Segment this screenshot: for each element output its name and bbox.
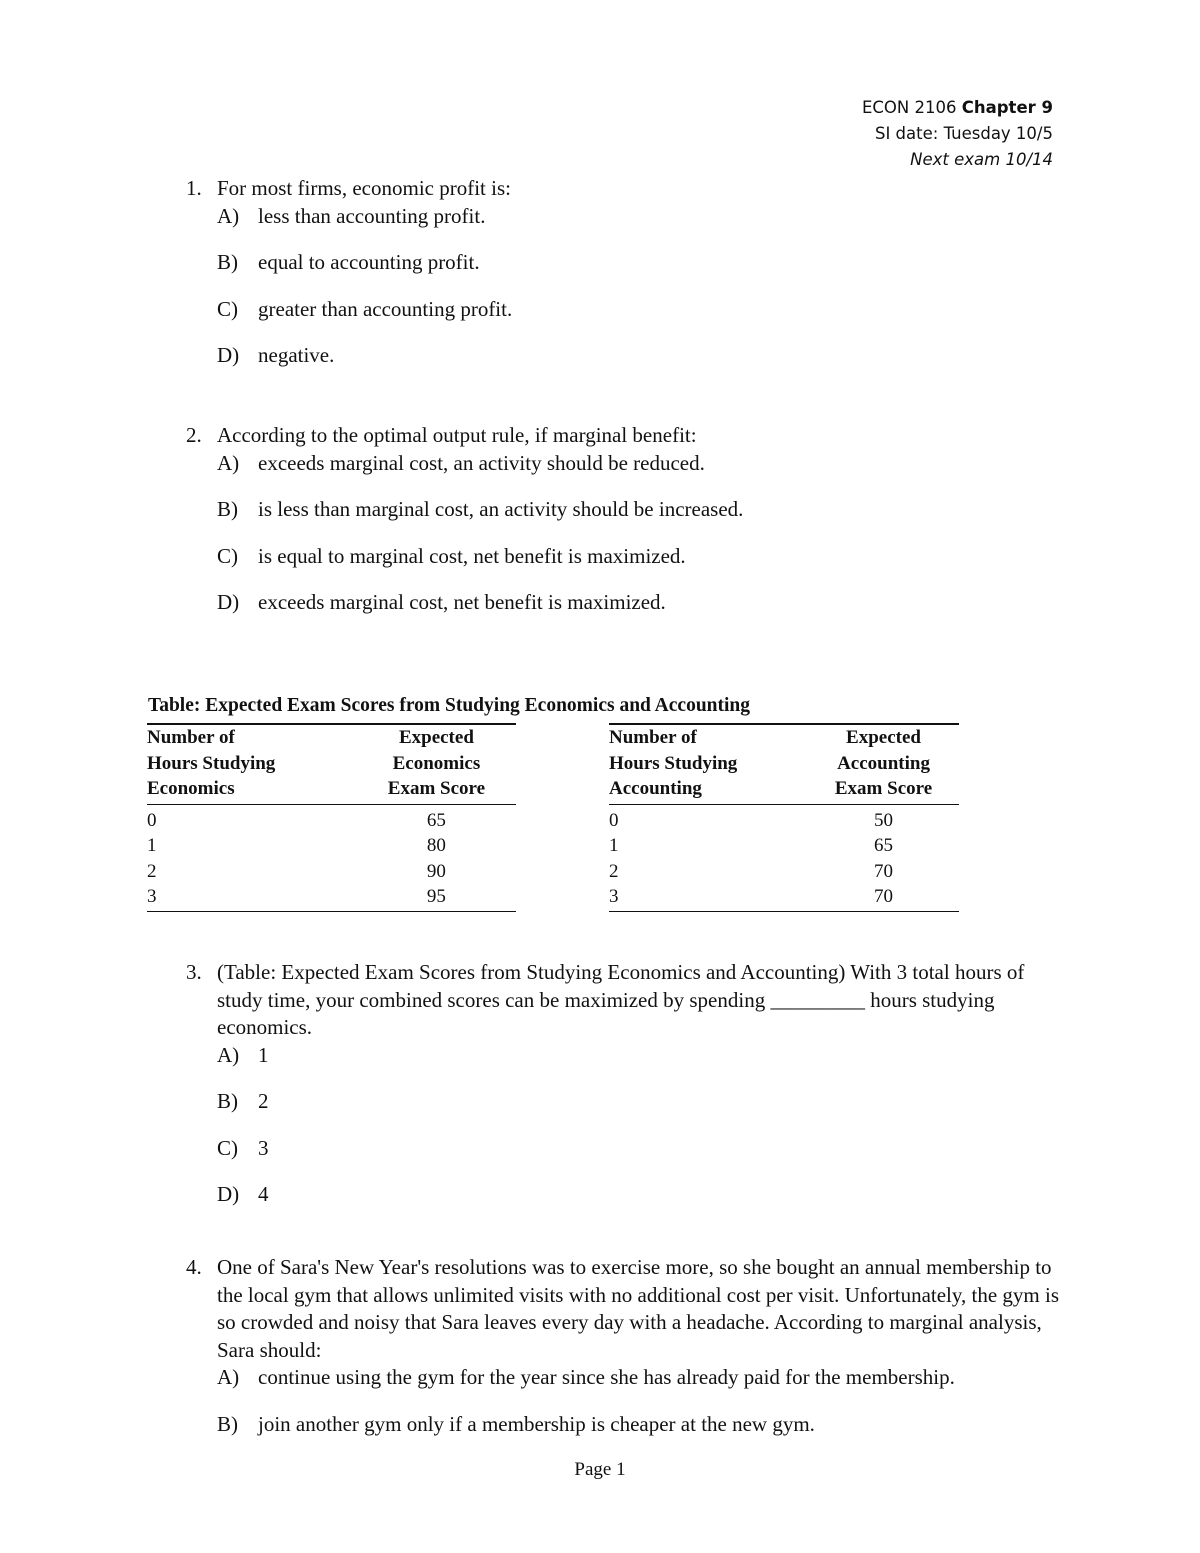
header-line: Exam Score	[387, 778, 486, 799]
question-number: 1.	[186, 176, 202, 200]
question-number: 2.	[186, 423, 202, 447]
option-letter: D)	[217, 343, 240, 367]
option-text: join another gym only if a membership is cheaper at the new gym.	[258, 1411, 815, 1436]
answer-option	[186, 1042, 1066, 1069]
option-text: 2	[258, 1089, 269, 1113]
answer-option	[186, 589, 1066, 616]
question-number: 4.	[186, 1255, 202, 1279]
hours-cell: 0	[147, 809, 157, 831]
score-cell: 70	[808, 884, 959, 911]
answer-option	[186, 1088, 1066, 1115]
header-line: Economics	[392, 752, 481, 774]
score-cell: 65	[874, 835, 894, 856]
table-row	[609, 804, 959, 833]
header-line: Hours Studying	[609, 752, 738, 774]
table-row	[147, 859, 516, 885]
question-text: According to the optimal output rule, if marginal benefit:	[217, 423, 697, 447]
score-cell: 65	[426, 809, 446, 831]
question-1	[186, 175, 1066, 369]
table-row	[147, 804, 516, 833]
option-text: continue using the gym for the year since she has already paid for the membership.	[258, 1365, 955, 1389]
answer-option	[186, 296, 1066, 323]
option-letter: C)	[217, 296, 238, 321]
header-line: Expected	[398, 727, 474, 748]
si-date: SI date: Tuesday 10/5	[874, 124, 1053, 143]
score-cell: 70	[874, 860, 894, 882]
score-column-header	[808, 724, 959, 804]
question-stem	[186, 959, 1066, 1042]
answer-option	[186, 1364, 1066, 1391]
option-letter: D)	[217, 1182, 240, 1206]
option-letter: C)	[217, 1135, 238, 1160]
option-letter: A)	[217, 450, 240, 475]
table-row	[609, 833, 959, 859]
score-cell: 50	[874, 809, 894, 831]
score-cell: 90	[426, 860, 446, 882]
hours-cell: 0	[609, 809, 619, 831]
question-text: (Table: Expected Exam Scores from Studying Economics and Accounting) With 3 total hours of study time, your combined scores can be maximized by spending _________ hours studying economics.	[217, 960, 1025, 1039]
table-row	[147, 833, 516, 859]
next-exam: Next exam 10/14	[910, 150, 1053, 169]
answer-option	[186, 203, 1066, 230]
header-line: Number of	[609, 727, 697, 748]
page-number: Page 1	[574, 1459, 626, 1480]
header-line: Number of	[147, 727, 235, 748]
option-letter: A)	[217, 1365, 240, 1389]
header-line: Accounting	[609, 778, 702, 799]
question-stem	[186, 422, 1066, 450]
option-letter: A)	[217, 1042, 240, 1067]
answer-option	[186, 543, 1066, 570]
document-header	[862, 95, 1053, 173]
table-row	[609, 884, 959, 911]
option-letter: B)	[217, 497, 238, 521]
option-text: greater than accounting profit.	[258, 296, 513, 321]
option-letter: A)	[217, 203, 240, 228]
question-4	[186, 1254, 1066, 1438]
option-text: 1	[258, 1042, 269, 1067]
answer-option	[186, 1135, 1066, 1162]
option-text: exceeds marginal cost, net benefit is maximized.	[258, 590, 666, 614]
answer-option	[186, 342, 1066, 369]
option-text: exceeds marginal cost, an activity should be reduced.	[258, 450, 705, 475]
course-code: ECON 2106	[861, 98, 957, 117]
header-line: Accounting	[837, 752, 930, 774]
option-text: negative.	[258, 343, 335, 367]
score-cell: 80	[426, 835, 446, 856]
header-line: Hours Studying	[147, 752, 276, 774]
question-stem	[186, 1254, 1066, 1364]
table-header-row	[147, 724, 516, 804]
answer-option	[186, 450, 1066, 477]
question-text: For most firms, economic profit is:	[217, 176, 511, 200]
hours-cell: 2	[609, 860, 619, 882]
option-letter: B)	[217, 250, 238, 274]
chapter-label: Chapter 9	[961, 98, 1053, 117]
option-text: is equal to marginal cost, net benefit is maximized.	[258, 543, 686, 568]
hours-cell: 3	[609, 884, 808, 911]
question-stem	[186, 175, 1066, 203]
header-line: Exam Score	[834, 778, 933, 799]
score-cell: 95	[357, 884, 516, 911]
option-text: is less than marginal cost, an activity should be increased.	[258, 497, 744, 521]
answer-option	[186, 1411, 1066, 1438]
table-caption: Table: Expected Exam Scores from Studying Economics and Accounting	[148, 695, 751, 716]
table-row	[147, 884, 516, 911]
option-letter: B)	[217, 1089, 238, 1113]
option-text: less than accounting profit.	[258, 203, 486, 228]
option-text: equal to accounting profit.	[258, 250, 480, 274]
hours-column-header	[609, 724, 808, 804]
accounting-score-table	[609, 723, 959, 912]
option-letter: D)	[217, 590, 240, 614]
option-text: 3	[258, 1135, 269, 1160]
header-line: Expected	[846, 727, 921, 748]
question-2	[186, 422, 1066, 616]
hours-cell: 1	[609, 835, 619, 856]
table-header-row	[609, 724, 959, 804]
table-row	[609, 859, 959, 885]
option-text: 4	[258, 1182, 269, 1206]
question-number: 3.	[186, 960, 202, 984]
score-column-header	[357, 724, 516, 804]
hours-cell: 2	[147, 860, 157, 882]
question-text: One of Sara's New Year's resolutions was to exercise more, so she bought an annual membership to the local gym that allows unlimited visits with no additional cost per visit. Unfortunately, the gym is so crowded and noisy that Sara leaves every day with a headache. According to marginal analysis, Sara should:	[217, 1255, 1060, 1362]
hours-cell: 1	[147, 835, 157, 856]
hours-column-header	[147, 724, 357, 804]
question-3	[186, 959, 1066, 1208]
header-line: Economics	[147, 778, 235, 799]
hours-cell: 3	[147, 884, 357, 911]
course-line	[862, 95, 1053, 121]
economics-score-table	[147, 723, 516, 912]
option-letter: C)	[217, 543, 238, 568]
answer-option	[186, 1181, 1066, 1208]
option-letter: B)	[217, 1411, 238, 1436]
answer-option	[186, 496, 1066, 523]
answer-option	[186, 249, 1066, 276]
